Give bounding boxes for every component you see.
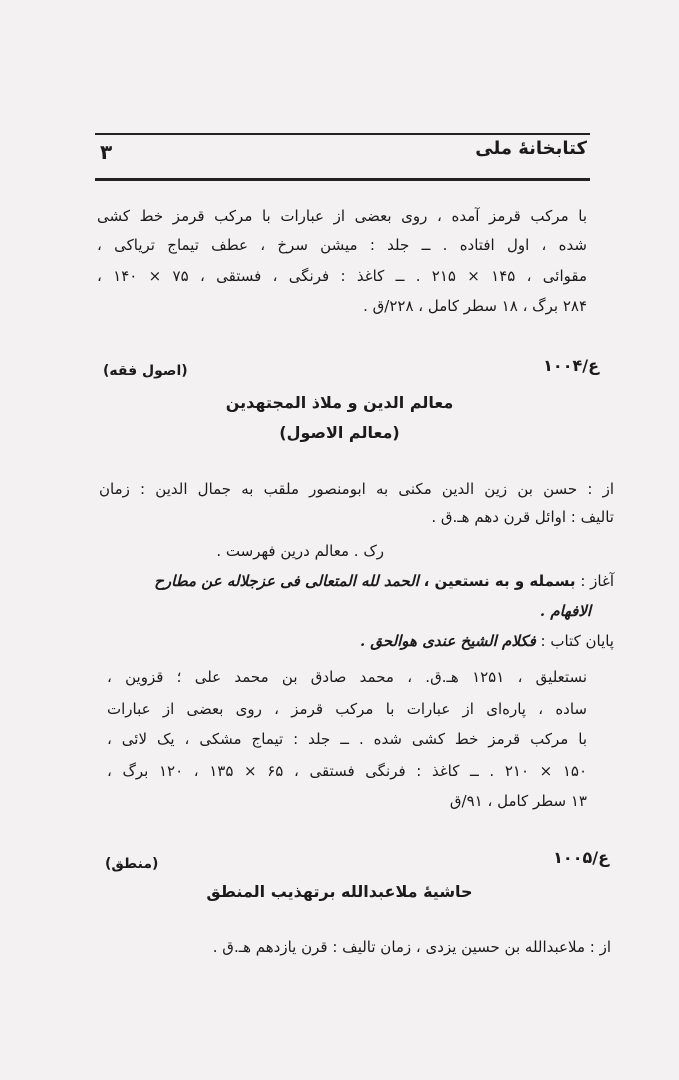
entry-number: ع/۱۰۰۵ — [553, 848, 609, 867]
explicit — [360, 632, 614, 650]
page-number: ۳ — [100, 140, 113, 164]
continuation-line: مقوائی ، ۱۴۵ × ۲۱۵ . ــ کاغذ : فرنگی ، فستقی ، ۷۵ × ۱۴۰ ، — [97, 267, 588, 285]
header-bottom-rule — [95, 178, 590, 181]
continuation-line: با مرکب قرمز آمده ، روی بعضی از عبارات با مرکب قرمز خط کشی — [97, 207, 587, 225]
incipit — [154, 572, 614, 590]
entry-title: معالم الدین و ملاذ المجتهدین — [225, 393, 454, 412]
entry-title: حاشیهٔ ملاعبدالله برتهذیب المنطق — [206, 882, 473, 901]
catalog-title: کتابخانهٔ ملی — [475, 138, 587, 159]
incipit-text: الحمد لله المتعالی فی عزجلاله عن مطارح — [154, 572, 419, 590]
see-also: رک . معالم درین فهرست . — [216, 542, 384, 560]
entry-number: ع/۱۰۰۴ — [543, 356, 599, 375]
entry-subtitle: (معالم الاصول) — [279, 423, 400, 442]
description-line: ۱۳ سطر کامل ، ۹۱/ق — [449, 792, 587, 810]
header-top-rule — [95, 133, 590, 135]
entry-subject: (منطق) — [105, 856, 159, 872]
author-line: از : حسن بن زین الدین مکنی به ابومنصور ملقب به جمال الدین : زمان — [99, 480, 614, 498]
explicit-text: فکلام الشیخ عندی هوالحق . — [359, 632, 536, 650]
author-line: تالیف : اوائل قرن دهم هـ.ق . — [431, 508, 614, 526]
incipit-basmala: بسمله و به نستعین ، — [423, 572, 576, 590]
author-line: از : ملاعبدالله بن حسین یزدی ، زمان تالیف : قرن یازدهم هـ.ق . — [212, 938, 611, 956]
description-line: با مرکب قرمز خط کشی شده . ــ جلد : تیماج مشکی ، یک لائی ، — [107, 730, 587, 748]
description-line: نستعلیق ، ۱۲۵۱ هـ.ق. ، محمد صادق بن محمد علی ؛ قزوین ، — [107, 668, 587, 686]
incipit-label: آغاز : — [580, 572, 614, 590]
description-line: ۱۵۰ × ۲۱۰ . ــ کاغذ : فرنگی فستقی ، ۶۵ × ۱۳۵ ، ۱۲۰ برگ ، — [107, 762, 587, 780]
description-line: ساده ، پاره‌ای از عبارات با مرکب قرمز ، روی بعضی از عبارات — [107, 700, 587, 718]
entry-subject: (اصول فقه) — [103, 363, 188, 379]
incipit-continuation: الافهام . — [539, 602, 591, 620]
explicit-label: پایان کتاب : — [540, 632, 614, 650]
continuation-line: ۲۸۴ برگ ، ۱۸ سطر کامل ، ۲۲۸/ق . — [363, 297, 587, 315]
continuation-line: شده ، اول افتاده . ــ جلد : میشن سرخ ، عطف تیماج تریاکی ، — [97, 236, 587, 254]
